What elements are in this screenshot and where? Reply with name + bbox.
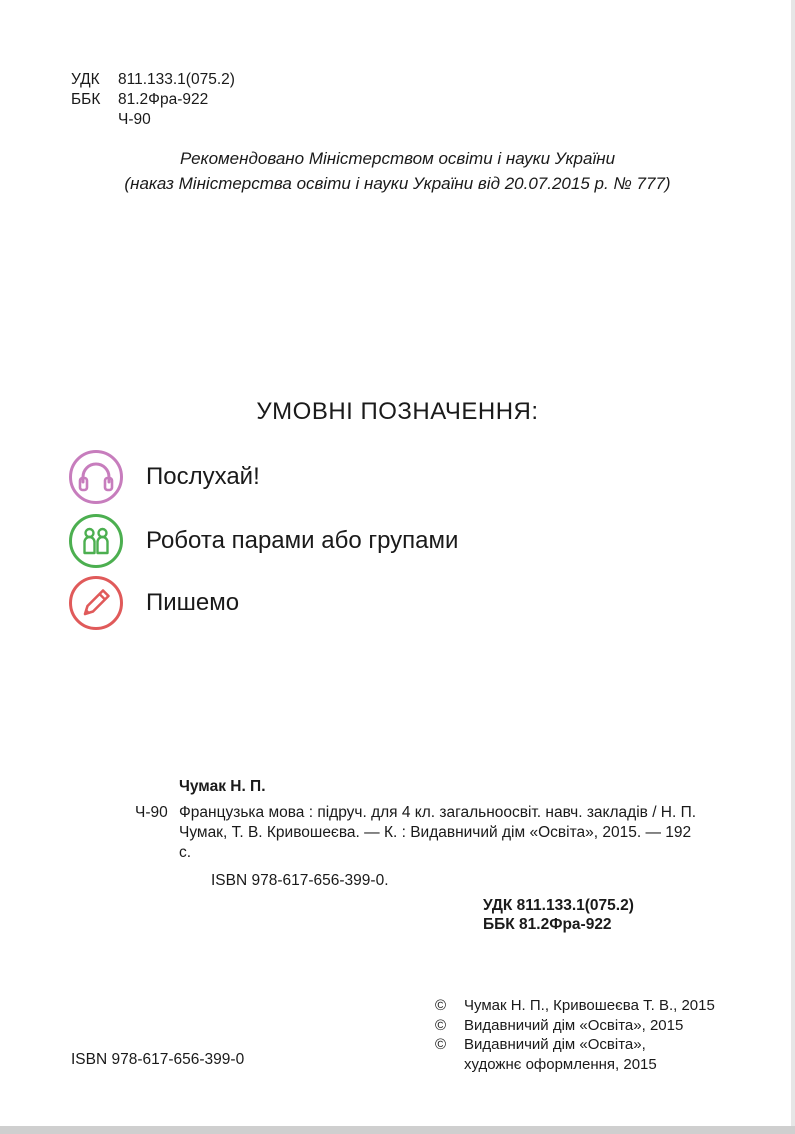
- copyright-block: [435, 996, 715, 1074]
- recommendation-line-1: Рекомендовано Міністерством освіти і науки України: [179, 149, 616, 168]
- author-code: Ч-90: [118, 111, 151, 128]
- bbk-label: ББК: [71, 91, 101, 108]
- biblio-code: Ч-90: [135, 804, 168, 821]
- biblio-isbn: ISBN 978-617-656-399-0.: [211, 872, 389, 889]
- bbk-row: [71, 90, 235, 110]
- recommendation-line-2: (наказ Міністерства освіти і науки України від 20.07.2015 р. № 777): [124, 174, 671, 193]
- biblio-description: Французька мова : підруч. для 4 кл. загальноосвіт. навч. закладів / Н. П. Чумак, Т. В. Кривошеєва. — К. : Видавничий дім «Освіта», 2015. — 192 с.: [179, 804, 697, 861]
- biblio-bbk: ББК 81.2Фра-922: [483, 916, 612, 933]
- legend-label-listen: Послухай!: [146, 463, 260, 490]
- biblio-author: Чумак Н. П.: [179, 778, 266, 795]
- copyright-text: Видавничий дім «Освіта», 2015: [464, 1016, 684, 1034]
- biblio-classification: [483, 896, 634, 934]
- pair-people-icon: [68, 513, 124, 569]
- legend-label-pairs: Робота парами або групами: [146, 527, 459, 554]
- copyright-text: Видавничий дім «Освіта»,: [464, 1036, 646, 1053]
- headphones-icon: [68, 449, 124, 505]
- copyright-row: [435, 1016, 715, 1036]
- legend-item-write: [68, 575, 239, 631]
- copyright-symbol: ©: [435, 1016, 447, 1034]
- legend-title: УМОВНІ ПОЗНАЧЕННЯ:: [256, 398, 539, 425]
- legend-item-pairs: [68, 513, 458, 569]
- copyright-symbol: ©: [435, 1036, 447, 1053]
- copyright-row: [435, 996, 715, 1016]
- footer-isbn: ISBN 978-617-656-399-0: [71, 1051, 245, 1068]
- copyright-row: [435, 1035, 715, 1055]
- page-bottom-bar: [0, 1126, 795, 1134]
- copyright-symbol: ©: [435, 997, 447, 1014]
- udk-row: [71, 70, 235, 90]
- pencil-icon: [68, 575, 124, 631]
- copyright-text: Чумак Н. П., Кривошеєва Т. В., 2015: [464, 997, 715, 1014]
- udk-value: 811.133.1(075.2): [118, 71, 235, 88]
- legend-label-write: Пишемо: [146, 589, 240, 616]
- biblio-udk: УДК 811.133.1(075.2): [483, 897, 634, 914]
- bbk-value: 81.2Фра-922: [118, 91, 209, 108]
- copyright-text-continued: художнє оформлення, 2015: [464, 1055, 657, 1073]
- classification-block: [71, 70, 235, 130]
- legend-item-listen: [68, 449, 260, 505]
- recommendation: [0, 146, 795, 196]
- udk-label: УДК: [71, 71, 100, 88]
